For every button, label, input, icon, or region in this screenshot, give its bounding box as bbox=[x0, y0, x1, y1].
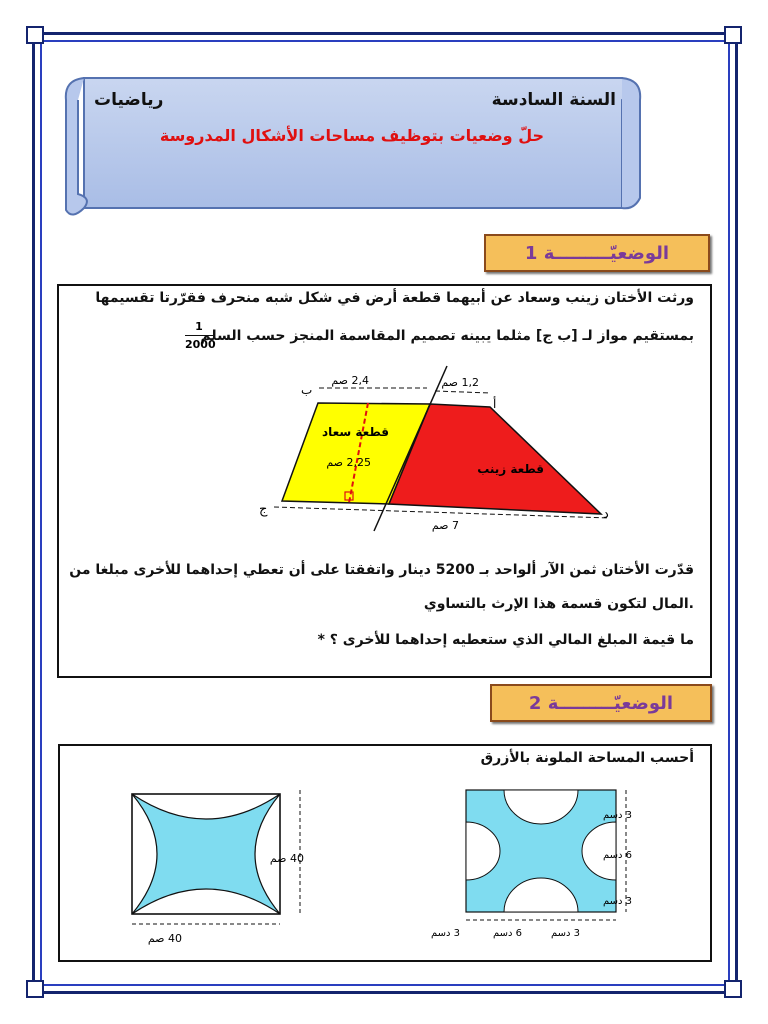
dim-top-right bbox=[435, 391, 490, 393]
subject-label: رياضيات bbox=[94, 90, 164, 110]
situation1-title: الوضعيّـــــــــة 1 bbox=[484, 234, 710, 272]
fraction-bar bbox=[185, 335, 213, 336]
len-v2: 6 دسم bbox=[602, 850, 632, 861]
len-top-right: 1,2 صم bbox=[441, 376, 479, 389]
scale-numerator: 1 bbox=[195, 320, 203, 333]
square-quarter-circles-figure bbox=[112, 784, 372, 949]
frame-corner-ornament bbox=[724, 26, 742, 44]
s1-text-line1: ورثت الأختان زينب وسعاد عن أبيهما قطعة أرض في شكل شبه منحرف فقرّرتا تقسيمها bbox=[95, 290, 694, 306]
scale-denominator: 2000 bbox=[185, 338, 216, 351]
vertex-b: ب bbox=[301, 383, 313, 397]
situation1-box bbox=[57, 284, 712, 678]
lesson-title: حلّ وضعيات بتوظيف مساحات الأشكال المدروسة bbox=[159, 126, 544, 145]
square-half-circles-figure bbox=[430, 786, 700, 946]
trapezoid-figure bbox=[259, 366, 619, 536]
s2-instruction: أحسب المساحة الملونة بالأزرق bbox=[480, 750, 694, 766]
len-h3: 3 دسم bbox=[550, 928, 580, 939]
grade-label: السنة السادسة bbox=[491, 90, 616, 110]
len-height: 2,25 صم bbox=[326, 456, 371, 469]
len-horizontal: 40 صم bbox=[147, 932, 182, 945]
len-h2: 6 دسم bbox=[492, 928, 522, 939]
len-bottom: 7 صم bbox=[431, 519, 459, 532]
vertex-a: أ bbox=[493, 397, 497, 411]
len-v3: 3 دسم bbox=[602, 896, 632, 907]
label-suad: قطعة سعاد bbox=[321, 425, 389, 439]
len-v1: 3 دسم bbox=[602, 810, 632, 821]
s1-text-line4: المال لتكون قسمة هذا الإرث بالتساوي. bbox=[423, 596, 694, 612]
s1-question: * ما قيمة المبلغ المالي الذي ستعطيه إحداهما للأخرى ؟ bbox=[317, 632, 694, 648]
s1-text-line3: قدّرت الأختان ثمن الآر ألواحد بـ 5200 دينار واتفقتا على أن تعطي إحداهما للأخرى مبلغا من bbox=[69, 562, 694, 578]
situation2-title: الوضعيّـــــــــة 2 bbox=[490, 684, 712, 722]
frame-corner-ornament bbox=[26, 26, 44, 44]
frame-corner-ornament bbox=[26, 980, 44, 998]
vertex-d: د bbox=[603, 507, 609, 522]
vertex-j: ج bbox=[259, 502, 268, 517]
situation2-box bbox=[58, 744, 712, 962]
len-top-left: 2,4 صم bbox=[331, 374, 369, 387]
frame-corner-ornament bbox=[724, 980, 742, 998]
len-h1: 3 دسم bbox=[430, 928, 460, 939]
label-zaynab: قطعة زينب bbox=[477, 462, 544, 476]
len-vertical: 40 صم bbox=[269, 852, 304, 865]
scale-fraction bbox=[185, 320, 216, 351]
header-banner bbox=[62, 70, 644, 220]
s1-text-line2: بمستقيم مواز لـ [ب ج] مثلما يبينه تصميم المقاسمة المنجز حسب السلم bbox=[200, 328, 694, 344]
